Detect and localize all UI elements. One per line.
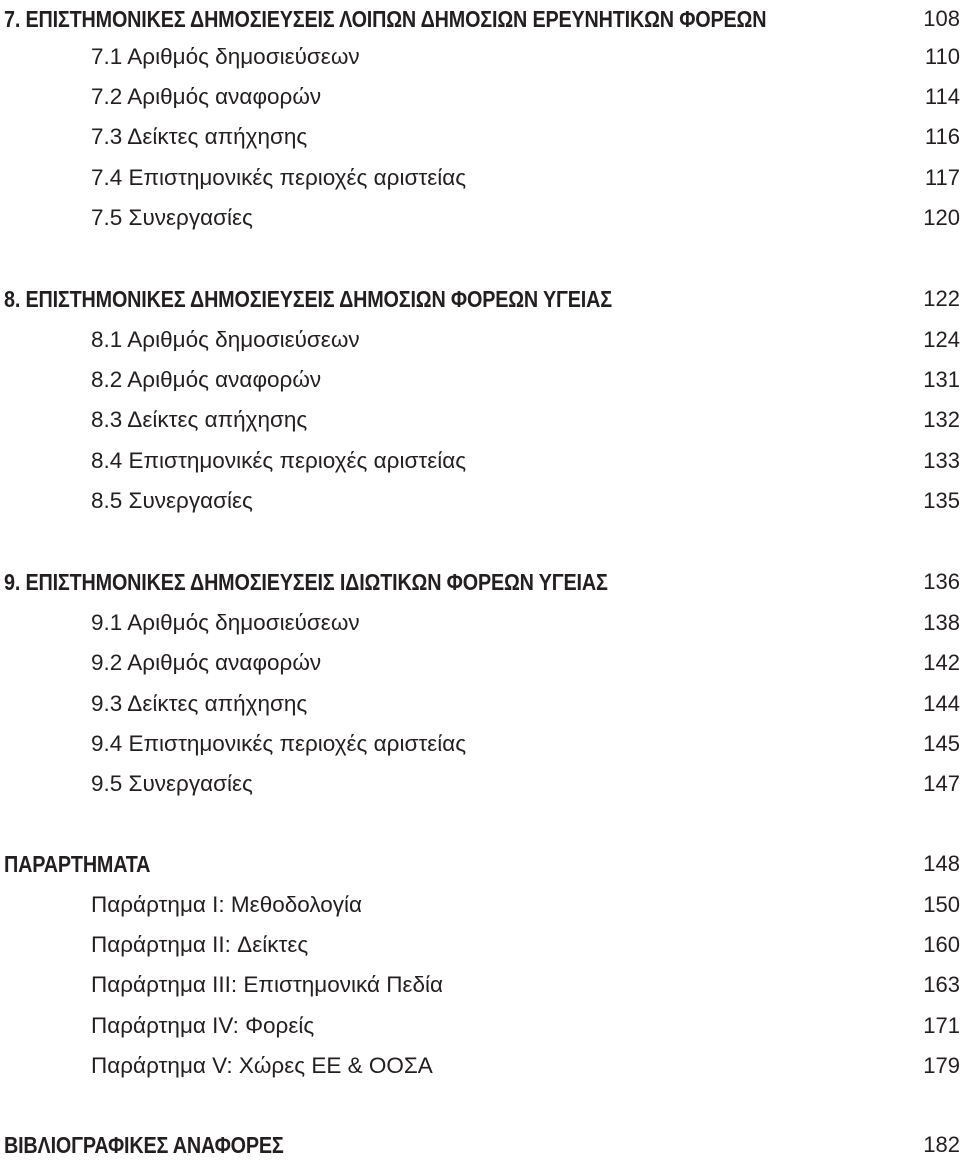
entry-title: 7.1 Αριθμός δημοσιεύσεων: [91, 44, 360, 69]
entry-title: 8.5 Συνεργασίες: [91, 488, 253, 513]
page-number: 182: [923, 1132, 960, 1157]
page-number: 135: [923, 488, 960, 513]
toc-entry-9-5[interactable]: [0, 764, 960, 804]
page-number: 133: [923, 448, 960, 473]
toc-entry-8-2[interactable]: [0, 360, 960, 400]
page-number: 160: [923, 932, 960, 957]
toc-entry-8-5[interactable]: [0, 481, 960, 521]
entry-title: Παράρτημα II: Δείκτες: [91, 932, 309, 957]
toc-entry-appendix-1[interactable]: [0, 885, 960, 925]
page-number: 116: [924, 124, 960, 149]
toc-entry-appendix-5[interactable]: [0, 1046, 960, 1086]
page-number: 179: [923, 1053, 960, 1078]
toc-entry-8-1[interactable]: [0, 320, 960, 360]
page-number: 136: [923, 569, 960, 594]
page-number: 145: [923, 731, 960, 756]
toc-entry-8-4[interactable]: [0, 441, 960, 481]
entry-title: 7.3 Δείκτες απήχησης: [91, 124, 308, 149]
page-number: 163: [923, 972, 960, 997]
toc-entry-9-3[interactable]: [0, 684, 960, 724]
entry-title: 8.2 Αριθμός αναφορών: [91, 367, 322, 392]
page-number: 117: [924, 165, 960, 190]
toc-entry-9-4[interactable]: [0, 724, 960, 764]
entry-title: Παράρτημα I: Μεθοδολογία: [91, 892, 363, 917]
toc-section-8[interactable]: [0, 279, 960, 319]
entry-title: 8.3 Δείκτες απήχησης: [91, 407, 308, 432]
page-number: 122: [923, 286, 960, 311]
toc-section-9[interactable]: [0, 562, 960, 602]
page-number: 108: [923, 6, 960, 31]
toc-entry-7-1[interactable]: [0, 37, 960, 77]
page-number: 110: [924, 44, 960, 69]
page-number: 114: [924, 84, 960, 109]
section-title: 8. ΕΠΙΣΤΗΜΟΝΙΚΕΣ ΔΗΜΟΣΙΕΥΣΕΙΣ ΔΗΜΟΣΙΩΝ ΦΟΡΕΩΝ ΥΓΕΙΑΣ: [4, 286, 612, 312]
entry-title: 9.1 Αριθμός δημοσιεύσεων: [91, 610, 360, 635]
entry-title: 9.2 Αριθμός αναφορών: [91, 650, 322, 675]
section-title: 7. ΕΠΙΣΤΗΜΟΝΙΚΕΣ ΔΗΜΟΣΙΕΥΣΕΙΣ ΛΟΙΠΩΝ ΔΗΜΟΣΙΩΝ ΕΡΕΥΝΗΤΙΚΩΝ ΦΟΡΕΩΝ: [4, 6, 767, 32]
toc-entry-7-4[interactable]: [0, 158, 960, 198]
toc-entry-7-2[interactable]: [0, 77, 960, 117]
entry-title: 7.5 Συνεργασίες: [91, 205, 253, 230]
entry-title: 8.4 Επιστημονικές περιοχές αριστείας: [91, 448, 467, 473]
section-title: ΠΑΡΑΡΤΗΜΑΤΑ: [4, 851, 151, 877]
toc-entry-9-2[interactable]: [0, 643, 960, 683]
toc-entry-appendix-4[interactable]: [0, 1006, 960, 1046]
toc-entry-7-3[interactable]: [0, 117, 960, 157]
toc-entry-8-3[interactable]: [0, 400, 960, 440]
section-title: 9. ΕΠΙΣΤΗΜΟΝΙΚΕΣ ΔΗΜΟΣΙΕΥΣΕΙΣ ΙΔΙΩΤΙΚΩΝ ΦΟΡΕΩΝ ΥΓΕΙΑΣ: [4, 569, 608, 595]
page-number: 144: [923, 691, 960, 716]
entry-title: 8.1 Αριθμός δημοσιεύσεων: [91, 327, 360, 352]
toc-entry-9-1[interactable]: [0, 603, 960, 643]
toc-entry-appendix-3[interactable]: [0, 965, 960, 1005]
entry-title: 7.4 Επιστημονικές περιοχές αριστείας: [91, 165, 467, 190]
page-number: 138: [923, 610, 960, 635]
toc-entry-7-5[interactable]: [0, 198, 960, 238]
toc-section-7[interactable]: [0, 0, 960, 39]
entry-title: 9.4 Επιστημονικές περιοχές αριστείας: [91, 731, 467, 756]
page-number: 171: [923, 1013, 960, 1038]
section-title: ΒΙΒΛΙΟΓΡΑΦΙΚΕΣ ΑΝΑΦΟΡΕΣ: [4, 1132, 284, 1158]
entry-title: 7.2 Αριθμός αναφορών: [91, 84, 322, 109]
entry-title: Παράρτημα V: Χώρες ΕΕ & ΟΟΣΑ: [91, 1053, 433, 1078]
entry-title: 9.5 Συνεργασίες: [91, 771, 253, 796]
entry-title: 9.3 Δείκτες απήχησης: [91, 691, 308, 716]
entry-title: Παράρτημα III: Επιστημονικά Πεδία: [91, 972, 444, 997]
page-number: 148: [923, 851, 960, 876]
toc-entry-appendix-2[interactable]: [0, 925, 960, 965]
page-number: 124: [923, 327, 960, 352]
page-number: 131: [923, 367, 960, 392]
entry-title: Παράρτημα IV: Φορείς: [91, 1013, 315, 1038]
page-number: 150: [923, 892, 960, 917]
toc-section-references[interactable]: [0, 1125, 960, 1165]
page-number: 132: [923, 407, 960, 432]
page-number: 142: [923, 650, 960, 675]
page-number: 147: [923, 771, 960, 796]
toc-section-appendices[interactable]: [0, 844, 960, 884]
page-number: 120: [923, 205, 960, 230]
